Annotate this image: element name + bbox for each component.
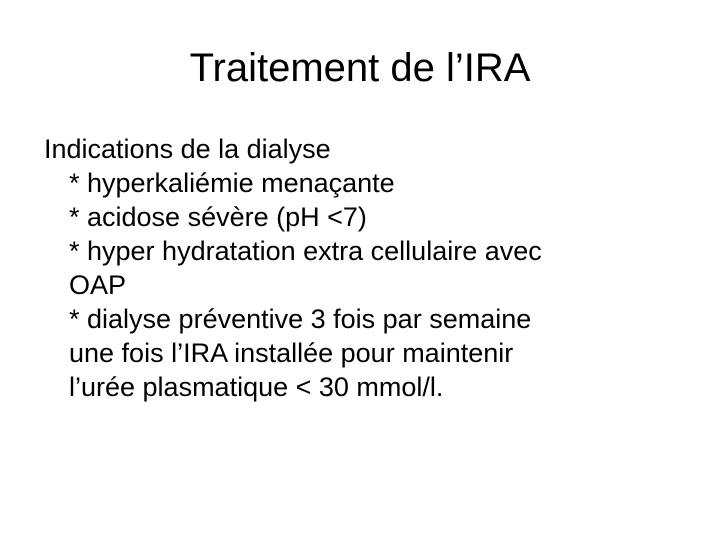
slide-title: Traitement de l’IRA (189, 46, 531, 90)
bullet-item (69, 302, 684, 404)
bullet-item (69, 200, 684, 234)
indications-heading: Indications de la dialyse (44, 134, 331, 164)
bullet-line: une fois l’IRA installée pour maintenir (69, 338, 514, 368)
bullet-line: l’urée plasmatique < 30 mmol/l. (69, 372, 444, 402)
bullet-line: * dialyse préventive 3 fois par semaine (69, 304, 532, 334)
bullet-line: * hyperkaliémie menaçante (69, 168, 395, 198)
bullet-item (69, 166, 684, 200)
bullet-line: OAP (69, 270, 127, 300)
bullet-item (69, 234, 684, 302)
bullet-line: * hyper hydratation extra cellulaire avec (69, 236, 542, 266)
bullet-line: * acidose sévère (pH <7) (69, 202, 367, 232)
slide-body (44, 132, 684, 404)
